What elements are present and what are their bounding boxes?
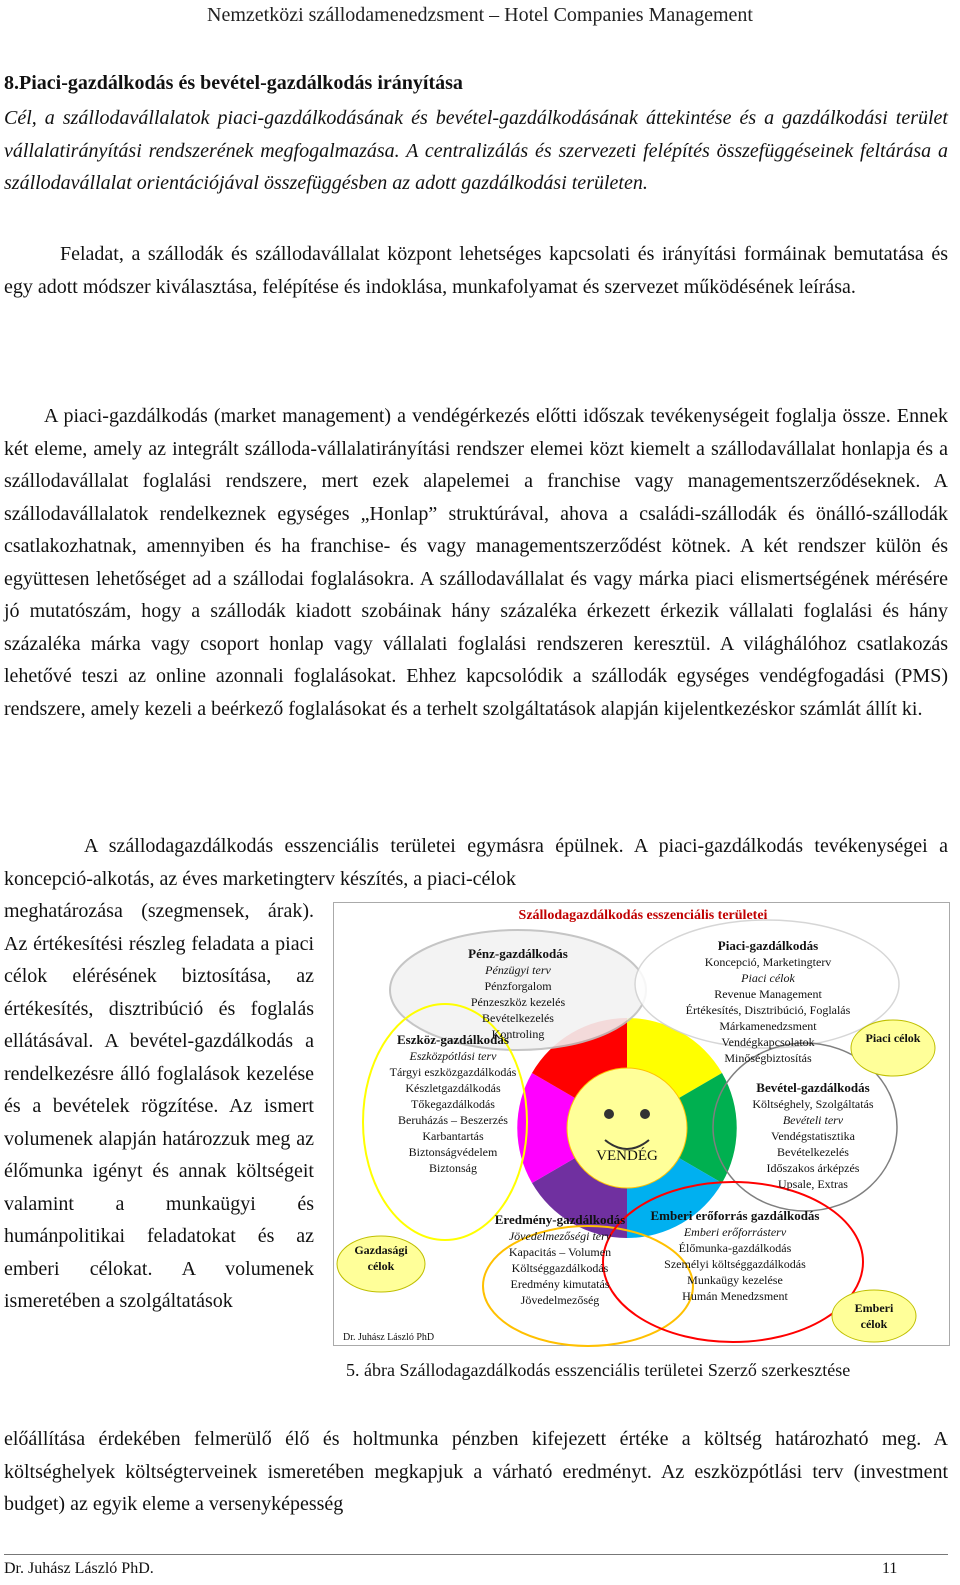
ember-item: Munkaügy kezelése [687,1273,783,1287]
piaci-celok-label: Piaci célok [865,1031,921,1045]
eszkoz-item: Karbantartás [422,1129,484,1143]
penz-item: Bevételkezelés [482,1011,554,1025]
bevetel-plan: Bevételi terv [782,1113,844,1127]
gazdasagi-celok-label: Gazdasági célok [354,1243,408,1273]
piaci-item: Vendégkapcsolatok [721,1035,815,1049]
essential-areas-tail: előállítása érdekében felmerülő élő és holtmunka pénzben kifejezett értéke a költség határozható meg. A költséghelyek költségterveinek ismeretében megkapjuk a várható eredményt. Az eszközpótlási terv (investment budget) az egyik eleme a versenyképesség [4,1428,948,1515]
wheel-center-face [567,1068,687,1188]
penz-plan: Pénzügyi terv [485,963,551,977]
emberi-celok-label: Emberi célok [854,1301,894,1331]
ember-plan: Emberi erőforrásterv [683,1225,787,1239]
piaci-title: Piaci-gazdálkodás [717,938,819,953]
bevetel-title: Bevétel-gazdálkodás [756,1080,870,1095]
page-number: 11 [882,1560,898,1577]
bevetel-item: Vendégstatisztika [771,1129,855,1143]
ember-item: Élőmunka-gazdálkodás [678,1241,792,1255]
footer-author: Dr. Juhász László PhD. [4,1560,154,1577]
eredmeny-item: Jövedelmezőség [520,1293,600,1307]
eszkoz-plan: Eszközpótlási terv [409,1049,497,1063]
eredmeny-title: Eredmény-gazdálkodás [494,1212,626,1227]
bevetel-item: Upsale, Extras [778,1177,848,1191]
eszkoz-block [373,1032,533,1176]
piaci-item: Értékesítés, Disztribúció, Foglalás [685,1003,851,1017]
eredmeny-plan: Jövedelmezőségi terv [508,1229,612,1243]
ember-item: Humán Menedzsment [682,1289,788,1303]
eredmeny-block [485,1212,635,1308]
penz-title: Pénz-gazdálkodás [468,946,568,961]
penz-item: Pénzeszköz kezelés [470,995,566,1009]
bevetel-item: Bevételkezelés [777,1145,849,1159]
aim-paragraph: Cél, a szállodavállalatok piaci-gazdálkodásának és bevétel-gazdálkodásának áttekintése és a gazdálkodási terület vállalatirányítási rendszerének megfogalmazása. A centralizálás és szervezeti felépítés összefüggéseinek feltárása a szállodavállalat orientációjával összefüggésben az adott gazdálkodási területen. [4,107,948,194]
eredmeny-item: Eredmény kimutatás [510,1277,610,1291]
piaci-block [663,938,873,1066]
essential-areas-lead: A szállodagazdálkodás esszenciális területei egymásra épülnek. A piaci-gazdálkodás tevékenységei a koncepció-alkotás, az éves marketingterv készítés, a piaci-célok [4,835,948,890]
ember-block [645,1208,825,1304]
eszkoz-item: Készletgazdálkodás [405,1081,501,1095]
eredmeny-item: Kapacitás – Volumen [508,1245,612,1259]
bevetel-block [728,1080,898,1192]
essential-areas-side-text: meghatározása (szegmensek, árak). Az értékesítési részleg feladata a piaci célok elérésének biztosítása, az értékesítés, disztribúció és foglalás ellátásával. A bevétel-gazdálkodás a rendelkezésre álló foglalások kezelése és a bevételek rögzítése. Az ismert volumenek alapján határozzuk meg az élőmunka igényt és annak költségeit valamint a munkaügyi és humánpolitikai feladatokat és az emberi célokat. A volumenek ismeretében a szolgáltatások [4,900,314,1312]
piaci-item: Márkamenedzsment [719,1019,817,1033]
penz-item: Kontroling [491,1027,545,1041]
eredmeny-item: Költséggazdálkodás [511,1261,609,1275]
eszkoz-item: Biztonságvédelem [408,1145,498,1159]
eszkoz-item: Tárgyi eszközgazdálkodás [389,1065,517,1079]
figure-caption: 5. ábra Szállodagazdálkodás esszenciális területei Szerző szerkesztése [346,1360,851,1380]
bevetel-item: Időszakos árképzés [766,1161,860,1175]
eszkoz-title: Eszköz-gazdálkodás [397,1032,509,1047]
figure-author: Dr. Juhász László PhD [343,1332,435,1343]
piaci-plan: Piaci célok [741,971,795,985]
eszkoz-item: Tőkegazdálkodás [411,1097,495,1111]
footer-divider [4,1554,948,1555]
piaci-item: Revenue Management [714,987,822,1001]
penz-block [428,946,608,1042]
ember-item: Személyi költséggazdálkodás [664,1257,806,1271]
bevetel-item: Költséghely, Szolgáltatás [752,1097,874,1111]
piaci-item: Minőségbiztosítás [724,1051,812,1065]
page-header: Nemzetközi szállodamenedzsment – Hotel Companies Management [207,4,753,26]
figure-title: Szállodagazdálkodás esszenciális területei [518,908,768,923]
guest-label: VENDÉG [596,1148,658,1164]
ember-title: Emberi erőforrás gazdálkodás [650,1208,820,1223]
eszkoz-item: Beruházás – Beszerzés [398,1113,508,1127]
piaci-item: Koncepció, Marketingterv [704,955,832,969]
section-title: 8.Piaci-gazdálkodás és bevétel-gazdálkodás irányítása [4,72,463,94]
eszkoz-item: Biztonság [429,1161,477,1175]
penz-item: Pénzforgalom [484,979,552,993]
figure-essential-areas [333,902,950,1347]
market-management-paragraph: A piaci-gazdálkodás (market management) a vendégérkezés előtti időszak tevékenységeit foglalja össze. Ennek két eleme, amely az integrált szálloda-vállalatirányítási rendszer elemei közt kiemelt a szállodavállalat honlapja és a szállodavállalat foglalási rendszere, mert ezek alapelemei a franchise vagy managementszerződéseknek. A szállodavállalatok rendelkeznek egységes „Honlap” struktúrával, ahova a családi-szállodák és önálló-szállodák csatlakozhatnak, amennyiben és ha franchise- és vagy managementszerződést kötnek. A két rendszer külön és együttesen lehetőséget ad a szállodai foglalásokra. A szállodavállalat és vagy márka piaci elismertségének mérésére jó mutatószám, hogy a szállodák kiadott szobáinak hány százaléka érkezett érkezik vállalati foglalási és hány százaléka márka vagy csoport honlap vagy vállalati foglalási rendszeren keresztül. A világhálóhoz csatlakozás lehetővé teszi az online azonnali foglalásokat. Ehhez kapcsolódik a szállodák egységes vendégfogadási (PMS) rendszere, amely kezeli a beérkező foglalásokat és a terhelt szolgáltatások alapján kijelentkezéskor számlát állít ki. [4,405,948,720]
task-paragraph: Feladat, a szállodák és szállodavállalat központ lehetséges kapcsolati és irányítási formáinak bemutatása és egy adott módszer kiválasztása, felépítése és indoklása, munkafolyamat és szervezet működésének leírása. [4,243,948,298]
